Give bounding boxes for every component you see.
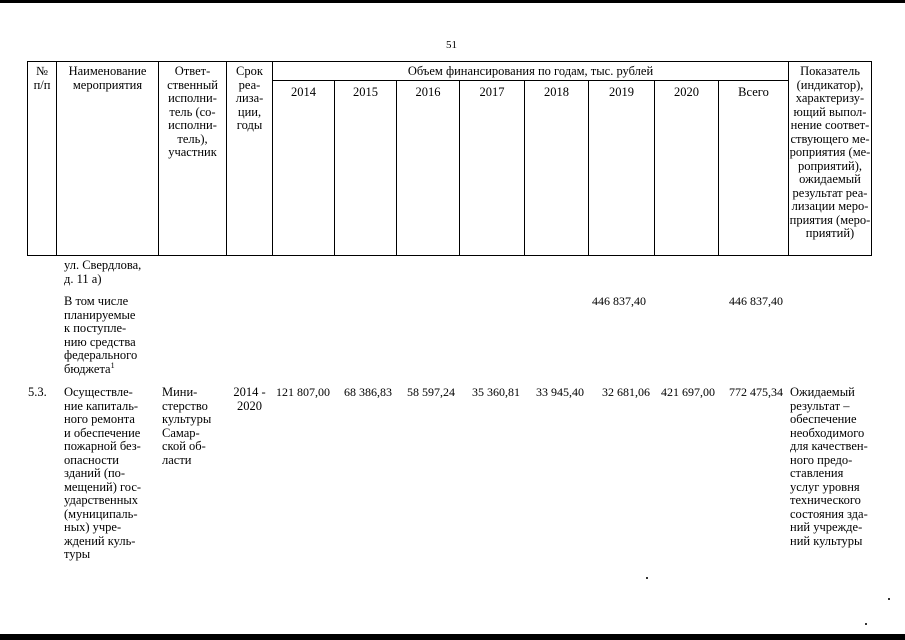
row-federal-name: В том числе планируемые к поступле- нию средства федерального бюджета$^1$ [64,294,138,376]
header-funding-title: Объем финансирования по годам, тыс. рублей [407,64,654,78]
row-53-2018: 33 945,40 [536,385,584,399]
scan-speck [888,598,890,600]
scan-speck [646,577,648,579]
header-year-2020: 2020 [674,85,699,99]
header-year-2016: 2016 [415,85,441,99]
header-period: Срок реа- лиза- ции, годы [235,64,264,132]
row-53-period: 2014 - 2020 [233,385,266,413]
row-federal-total: 446 837,40 [729,294,783,308]
row-53-2017: 35 360,81 [472,385,520,399]
row-53-2014: 121 807,00 [276,385,330,399]
scan-bottom-edge [0,634,905,640]
header-year-2018: 2018 [544,85,569,99]
row-53-num: 5.3. [28,385,47,399]
row-continuation-name: ул. Свердлова, д. 11 а) [64,258,142,286]
row-53-2015: 68 386,83 [344,385,392,399]
header-responsible: Ответ- ственный исполни- тель (со- исполни- тель), участник [167,64,218,159]
row-53-responsible: Мини- стерство культуры Самар- ской об- ласти [162,385,212,467]
header-total: Всего [738,85,769,99]
row-53-total: 772 475,34 [729,385,783,399]
footnote-marker: 1 [110,360,115,370]
header-name: Наименование мероприятия [68,64,147,92]
header-num: № п/п [33,64,51,92]
row-53-name: Осуществле- ние капиталь- ного ремонта и обеспечение пожарной без- опасности зданий (по- мещений) гос- ударственных (муниципаль- ных) учре- ждений куль- туры [64,385,142,561]
header-year-2014: 2014 [291,85,316,99]
row-53-2020: 421 697,00 [661,385,715,399]
row-53-2019: 32 681,06 [602,385,650,399]
header-year-2015: 2015 [353,85,378,99]
row-federal-2019: 446 837,40 [592,294,646,308]
header-year-2019: 2019 [609,85,634,99]
row-53-indicator: Ожидаемый результат – обеспечение необходимого для качествен- ного предо- ставления услуг уровня технического состояния зда- ний учрежде- ний культуры [790,385,868,548]
row-53-2016: 58 597,24 [407,385,455,399]
scan-speck [865,623,867,625]
header-year-2017: 2017 [479,85,505,99]
scan-top-edge [0,0,905,3]
page-number: 51 [446,39,457,51]
header-indicator: Показатель (индикатор), характеризу- ющий выпол- нение соответ- ствующего ме- роприятия (ме- роприятий), ожидаемый результат реа- лизации меро- приятия (меро- приятий) [789,64,871,240]
